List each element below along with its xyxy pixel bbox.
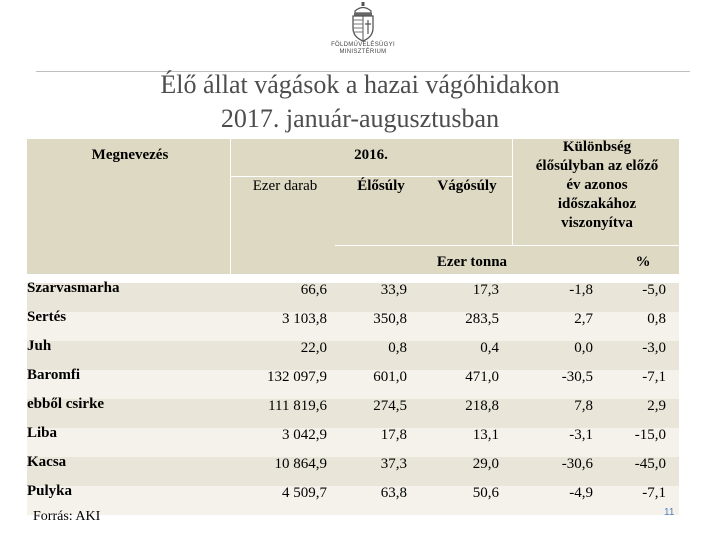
page-title	[60, 68, 660, 136]
cell-elosuly: 274,5	[373, 398, 407, 414]
cell-elosuly: 350,8	[373, 311, 407, 327]
cell-diff-pct: -45,0	[634, 456, 666, 472]
cell-diff-pct: 0,8	[647, 311, 666, 327]
header-ezer-darab: Ezer darab	[252, 178, 318, 194]
source-note: Forrás: AKI	[33, 509, 101, 524]
ministry-logo	[318, 2, 408, 56]
cell-elosuly: 37,3	[380, 456, 407, 472]
title-line1: Élő állat vágások a hazai vágóhidakon	[160, 70, 560, 99]
cell-vagosuly: 29,0	[472, 456, 499, 472]
header-diff-line4: időszakához	[557, 196, 637, 212]
cell-diff-elosuly: -1,8	[569, 282, 593, 298]
cell-elosuly: 17,8	[380, 427, 407, 443]
row-name: Kacsa	[27, 454, 67, 470]
cell-diff-elosuly: 7,8	[574, 398, 593, 414]
cell-vagosuly: 13,1	[472, 427, 499, 443]
page-number: 11	[664, 507, 675, 518]
header-elosuly: Élősúly	[357, 178, 405, 194]
cell-vagosuly: 50,6	[472, 485, 499, 501]
cell-vagosuly: 471,0	[465, 369, 499, 385]
cell-ezer-darab: 132 097,9	[267, 369, 327, 385]
cell-ezer-darab: 3 103,8	[282, 311, 327, 327]
header-diff-line3: év azonos	[566, 177, 628, 193]
row-name: Szarvasmarha	[27, 280, 120, 296]
data-table	[27, 139, 679, 505]
cell-diff-elosuly: 2,7	[574, 311, 593, 327]
row-name: Pulyka	[27, 483, 73, 499]
header-diff-line1: Különbség	[562, 139, 632, 155]
cell-vagosuly: 283,5	[465, 311, 499, 327]
row-name: Juh	[27, 338, 52, 354]
cell-diff-elosuly: -3,1	[569, 427, 593, 443]
row-name: Sertés	[27, 309, 67, 325]
row-name: ebből csirke	[27, 396, 105, 412]
row-name: Liba	[27, 425, 58, 441]
cell-ezer-darab: 22,0	[300, 340, 327, 356]
cell-ezer-darab: 10 864,9	[274, 456, 327, 472]
cell-diff-pct: -7,1	[642, 485, 666, 501]
header-megnevezes: Megnevezés	[91, 147, 169, 163]
cell-ezer-darab: 111 819,6	[268, 398, 327, 414]
cell-elosuly: 0,8	[388, 340, 407, 356]
cell-diff-pct: -7,1	[642, 369, 666, 385]
header-unit-percent: %	[635, 254, 651, 270]
cell-ezer-darab: 3 042,9	[282, 427, 327, 443]
header-vagosuly: Vágósúly	[437, 178, 497, 194]
header-kulonbseg	[507, 138, 687, 233]
cell-ezer-darab: 4 509,7	[282, 485, 327, 501]
cell-diff-pct: -15,0	[634, 427, 666, 443]
cell-elosuly: 601,0	[373, 369, 407, 385]
logo-text-line2: MINISZTÉRIUM	[339, 49, 387, 55]
header-diff-line2: élősúlyban az előző	[535, 158, 659, 174]
header-year: 2016.	[354, 147, 388, 163]
title-line2: 2017. január-augusztusban	[220, 104, 500, 133]
coat-of-arms-icon	[350, 2, 376, 42]
cell-diff-elosuly: -30,6	[561, 456, 593, 472]
cell-diff-elosuly: 0,0	[574, 340, 593, 356]
logo-text-line1: FÖLDMŰVELÉSÜGYI	[331, 42, 395, 48]
cell-vagosuly: 218,8	[465, 398, 499, 414]
cell-vagosuly: 0,4	[480, 340, 499, 356]
row-name: Baromfi	[27, 367, 81, 383]
cell-diff-pct: -3,0	[642, 340, 666, 356]
cell-vagosuly: 17,3	[472, 282, 499, 298]
cell-elosuly: 63,8	[380, 485, 407, 501]
cell-diff-elosuly: -30,5	[561, 369, 593, 385]
cell-diff-pct: 2,9	[647, 398, 666, 414]
cell-ezer-darab: 66,6	[300, 282, 327, 298]
header-diff-line5: viszonyítva	[561, 215, 633, 231]
cell-diff-pct: -5,0	[642, 282, 666, 298]
cell-diff-elosuly: -4,9	[569, 485, 593, 501]
header-unit-ezer-tonna: Ezer tonna	[436, 254, 508, 270]
cell-elosuly: 33,9	[380, 282, 407, 298]
